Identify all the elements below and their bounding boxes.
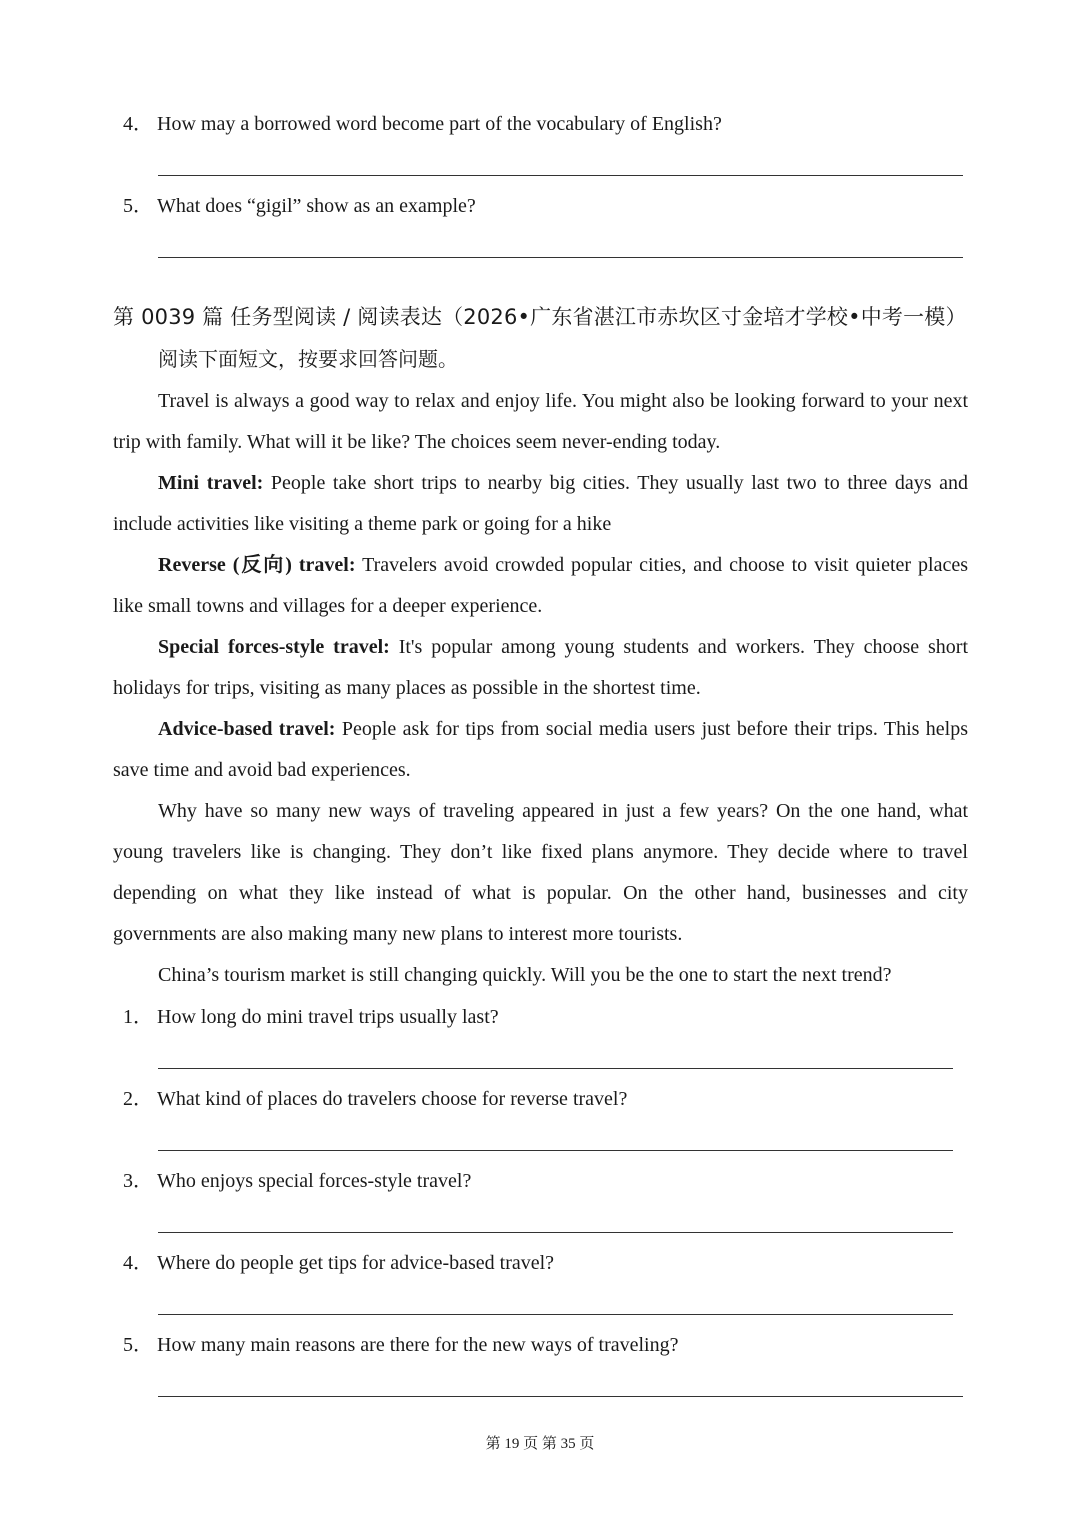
question-2 [123,1086,627,1112]
question-number: 1． [123,1006,153,1028]
passage-paragraph-special-forces: Special forces-style travel: It's popular among young students and workers. They choose short holidays for trips, visiting as many places as possible in the shortest time. [113,636,968,699]
instruction-text: 阅读下面短文，按要求回答问题。 [158,347,458,371]
question-text: How many main reasons are there for the new ways of traveling? [157,1334,679,1356]
question-text: What does “gigil” show as an example? [157,195,476,217]
answer-line[interactable] [158,1314,953,1315]
passage-paragraph-intro: Travel is always a good way to relax and enjoy life. You might also be looking forward to your next trip with family. What will it be like? The choices seem never-ending today. [113,390,968,453]
passage-paragraph-advice-based: Advice-based travel: People ask for tips from social media users just before their trips. This helps save time and avoid bad experiences. [113,718,968,781]
term-mini-travel: Mini travel: [158,472,264,494]
question-number: 4． [123,1252,153,1274]
question-1 [123,1004,499,1030]
passage-paragraph-reasons: Why have so many new ways of traveling appeared in just a few years? On the one hand, what young travelers like is changing. They don’t like fixed plans anymore. They decide where to travel depending on what they like instead of what is popular. On the other hand, businesses and city governments are also making many new plans to interest more tourists. [113,800,968,945]
answer-line[interactable] [158,1396,963,1397]
question-4 [123,1250,554,1276]
passage-paragraph-reverse-travel: Reverse (反向) travel: Travelers avoid crowded popular cities, and choose to visit quieter places like small towns and villages for a deeper experience. [113,554,968,617]
question-number: 5． [123,1334,153,1356]
question-text: How may a borrowed word become part of the vocabulary of English? [157,113,722,135]
answer-line[interactable] [158,257,963,258]
question-text: How long do mini travel trips usually last? [157,1006,499,1028]
question-number: 2． [123,1088,153,1110]
answer-line[interactable] [158,1232,953,1233]
passage-paragraph-mini-travel: Mini travel: People take short trips to nearby big cities. They usually last two to three days and include activities like visiting a theme park or going for a hike [113,472,968,535]
question-text: Where do people get tips for advice-based travel? [157,1252,555,1274]
question-text: What kind of places do travelers choose for reverse travel? [157,1088,628,1110]
section-heading: 第 0039 篇 任务型阅读 / 阅读表达（2026•广东省湛江市赤坎区寸金培才学校•中考一模） [113,305,967,329]
answer-line[interactable] [158,175,963,176]
question-number: 5． [123,195,153,217]
prev-question-4 [123,111,722,137]
question-3 [123,1168,471,1194]
question-number: 3． [123,1170,153,1192]
passage-paragraph-conclusion: China’s tourism market is still changing quickly. Will you be the one to start the next trend? [158,964,892,986]
question-text: Who enjoys special forces-style travel? [157,1170,472,1192]
question-5 [123,1332,678,1358]
term-special-forces: Special forces-style travel: [158,636,390,658]
answer-line[interactable] [158,1068,953,1069]
term-advice-based: Advice-based travel: [158,718,336,740]
prev-question-5 [123,193,476,219]
term-reverse-travel: Reverse (反向) travel: [158,554,356,576]
answer-line[interactable] [158,1150,953,1151]
page-footer: 第 19 页 第 35 页 [485,1436,595,1452]
question-number: 4． [123,113,153,135]
